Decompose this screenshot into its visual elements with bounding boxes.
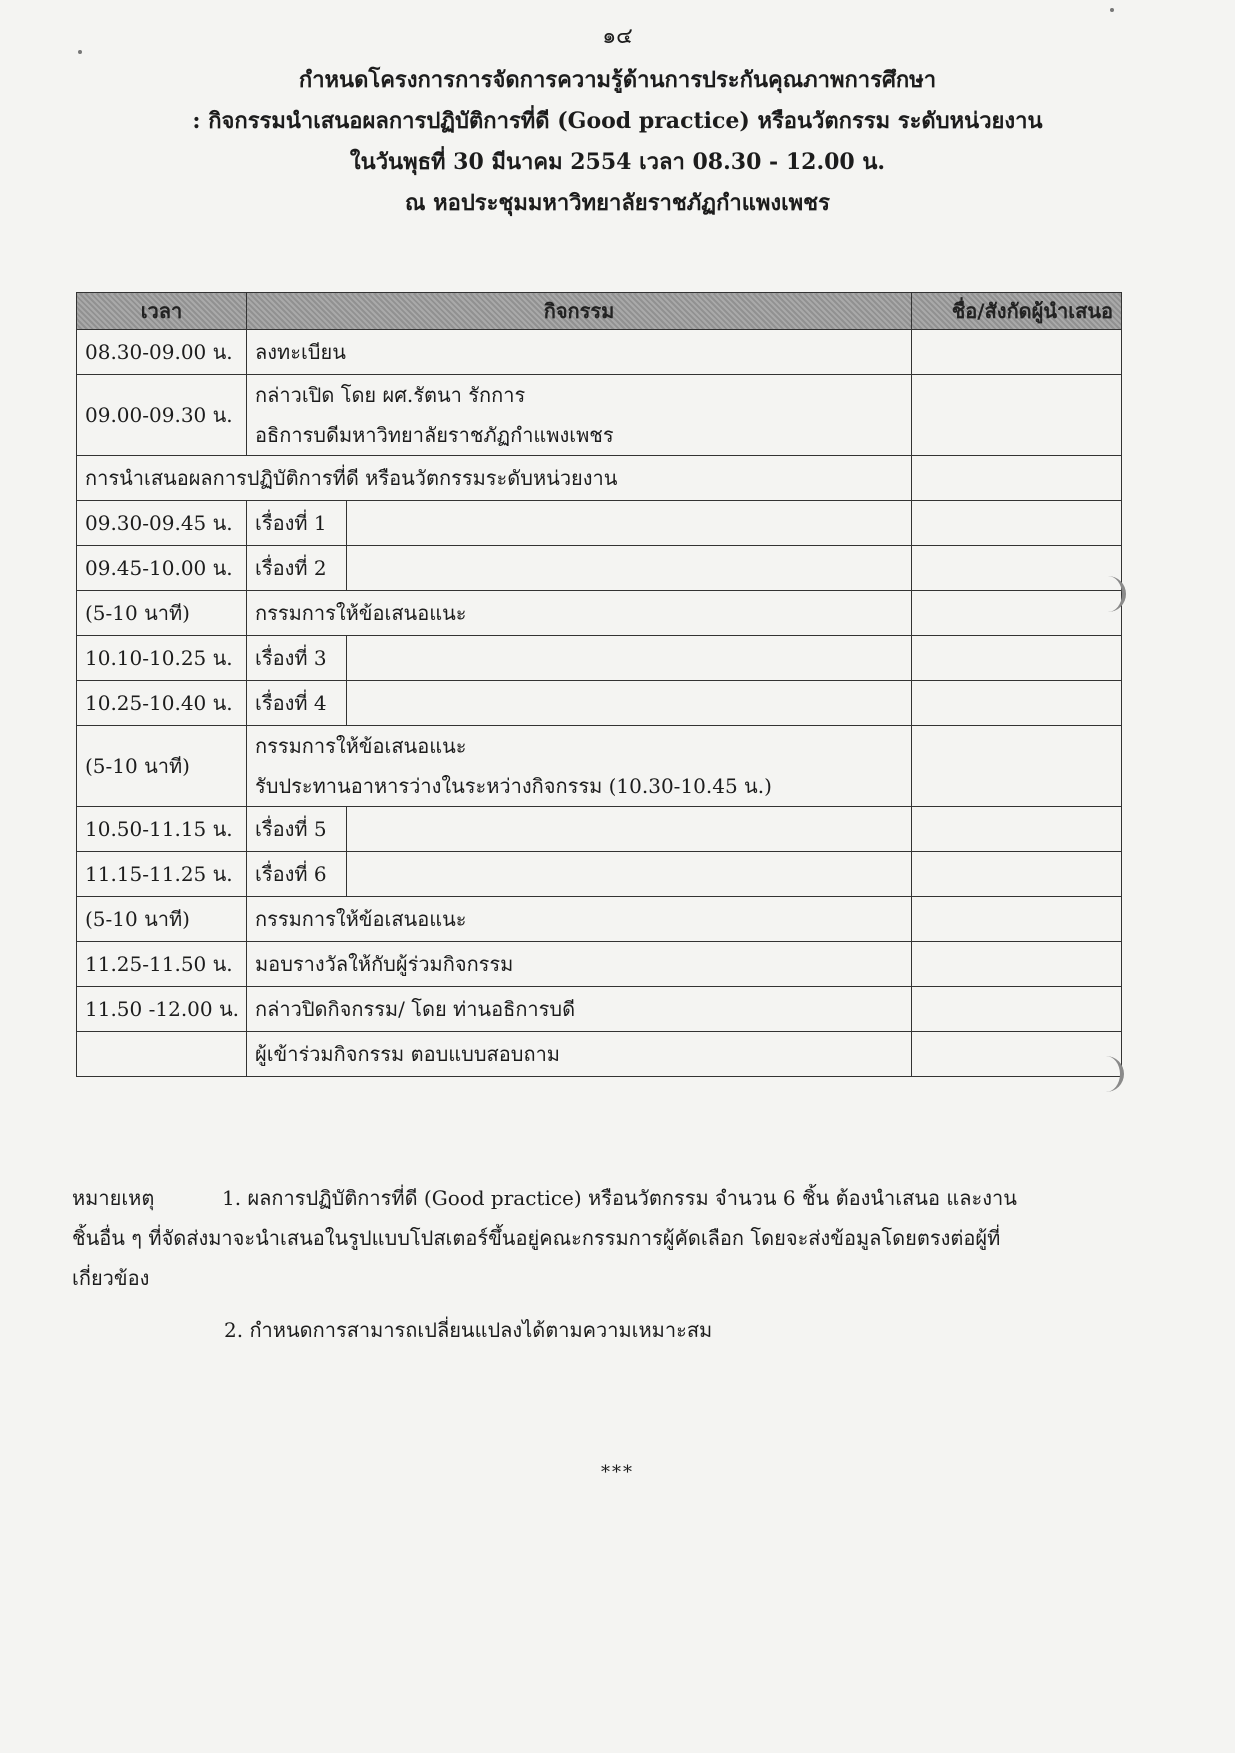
table-row xyxy=(77,897,1122,942)
time-cell: (5-10 นาที) xyxy=(77,591,247,636)
table-row xyxy=(77,726,1122,807)
scan-speck xyxy=(1110,8,1114,12)
time-cell: 10.10-10.25 น. xyxy=(77,636,247,681)
table-row xyxy=(77,852,1122,897)
presenter-cell xyxy=(912,897,1122,942)
topic-cell: เรื่องที่ 5 xyxy=(247,807,347,852)
time-cell: (5-10 นาที) xyxy=(77,726,247,807)
table-row xyxy=(77,636,1122,681)
presenter-cell xyxy=(912,681,1122,726)
time-cell: 11.25-11.50 น. xyxy=(77,942,247,987)
topic-detail-cell xyxy=(347,681,912,726)
topic-cell: เรื่องที่ 1 xyxy=(247,501,347,546)
time-cell: 10.50-11.15 น. xyxy=(77,807,247,852)
topic-cell: เรื่องที่ 6 xyxy=(247,852,347,897)
activity-cell: มอบรางวัลให้กับผู้ร่วมกิจกรรม xyxy=(247,942,912,987)
table-row xyxy=(77,501,1122,546)
schedule-table xyxy=(76,292,1122,1077)
topic-cell: เรื่องที่ 4 xyxy=(247,681,347,726)
presenter-cell xyxy=(912,591,1122,636)
topic-cell: เรื่องที่ 3 xyxy=(247,636,347,681)
presenter-cell xyxy=(912,807,1122,852)
header-title: กำหนดโครงการการจัดการความรู้ด้านการประกันคุณภาพการศึกษา xyxy=(298,67,937,93)
table-header-row xyxy=(77,293,1122,330)
activity-cell: ลงทะเบียน xyxy=(247,330,912,375)
header-venue: ณ หอประชุมมหาวิทยาลัยราชภัฏกำแพงเพชร xyxy=(405,190,830,216)
note-1-line-2: ชิ้นอื่น ๆ ที่จัดส่งมาจะนำเสนอในรูปแบบโปสเตอร์ขึ้นอยู่คณะกรรมการผู้คัดเลือก โดยจะส่งข้อมูลโดยตรงต่อผู้ที่ xyxy=(72,1226,1001,1250)
page-number: ๑๔ xyxy=(602,24,633,49)
table-row xyxy=(77,375,1122,456)
topic-cell: เรื่องที่ 2 xyxy=(247,546,347,591)
column-header-presenter: ชื่อ/สังกัดผู้นำเสนอ xyxy=(912,293,1122,330)
time-cell: (5-10 นาที) xyxy=(77,897,247,942)
notes-label: หมายเหตุ xyxy=(72,1186,155,1210)
column-header-activity: กิจกรรม xyxy=(247,293,912,330)
section-cell: การนำเสนอผลการปฏิบัติการที่ดี หรือนวัตกรรมระดับหน่วยงาน xyxy=(77,456,912,501)
table-row xyxy=(77,1032,1122,1077)
note-2: 2. กำหนดการสามารถเปลี่ยนแปลงได้ตามความเหมาะสม xyxy=(224,1318,713,1342)
document-header xyxy=(60,60,1175,224)
presenter-cell xyxy=(912,330,1122,375)
activity-cell xyxy=(247,375,912,456)
end-mark: *** xyxy=(601,1462,634,1483)
activity-cell: กล่าวปิดกิจกรรม/ โดย ท่านอธิการบดี xyxy=(247,987,912,1032)
presenter-cell xyxy=(912,726,1122,807)
time-cell: 08.30-09.00 น. xyxy=(77,330,247,375)
activity-line: อธิการบดีมหาวิทยาลัยราชภัฏกำแพงเพชร xyxy=(255,423,614,447)
presenter-cell xyxy=(912,501,1122,546)
table-row xyxy=(77,456,1122,501)
table-row xyxy=(77,681,1122,726)
time-cell: 09.00-09.30 น. xyxy=(77,375,247,456)
table-row xyxy=(77,591,1122,636)
time-cell: 11.15-11.25 น. xyxy=(77,852,247,897)
topic-detail-cell xyxy=(347,546,912,591)
presenter-cell xyxy=(912,636,1122,681)
table-row xyxy=(77,942,1122,987)
table-row xyxy=(77,330,1122,375)
time-cell: 09.45-10.00 น. xyxy=(77,546,247,591)
activity-cell: ผู้เข้าร่วมกิจกรรม ตอบแบบสอบถาม xyxy=(247,1032,912,1077)
presenter-cell xyxy=(912,456,1122,501)
note-1-line-3: เกี่ยวข้อง xyxy=(72,1266,150,1290)
note-1-line-1: 1. ผลการปฏิบัติการที่ดี (Good practice) หรือนวัตกรรม จำนวน 6 ชิ้น ต้องนำเสนอ และงาน xyxy=(222,1186,1017,1210)
presenter-cell xyxy=(912,852,1122,897)
activity-line: กล่าวเปิด โดย ผศ.รัตนา รักการ xyxy=(255,383,526,407)
table-row xyxy=(77,546,1122,591)
header-date: ในวันพุธที่ 30 มีนาคม 2554 เวลา 08.30 - 12.00 น. xyxy=(349,149,886,175)
topic-detail-cell xyxy=(347,636,912,681)
topic-detail-cell xyxy=(347,501,912,546)
table-row xyxy=(77,987,1122,1032)
activity-cell: กรรมการให้ข้อเสนอแนะ xyxy=(247,591,912,636)
scan-speck xyxy=(78,50,82,54)
presenter-cell xyxy=(912,987,1122,1032)
activity-line: กรรมการให้ข้อเสนอแนะ xyxy=(255,734,467,758)
topic-detail-cell xyxy=(347,852,912,897)
time-cell xyxy=(77,1032,247,1077)
topic-detail-cell xyxy=(347,807,912,852)
column-header-time: เวลา xyxy=(77,293,247,330)
activity-line: รับประทานอาหารว่างในระหว่างกิจกรรม (10.30-10.45 น.) xyxy=(255,774,772,798)
time-cell: 11.50 -12.00 น. xyxy=(77,987,247,1032)
presenter-cell xyxy=(912,1032,1122,1077)
punch-hole-mark xyxy=(1094,1056,1124,1092)
presenter-cell xyxy=(912,942,1122,987)
notes-section xyxy=(72,1178,1072,1350)
activity-cell xyxy=(247,726,912,807)
time-cell: 10.25-10.40 น. xyxy=(77,681,247,726)
presenter-cell xyxy=(912,375,1122,456)
table-row xyxy=(77,807,1122,852)
header-subtitle: : กิจกรรมนำเสนอผลการปฏิบัติการที่ดี (Good practice) หรือนวัตกรรม ระดับหน่วยงาน xyxy=(192,108,1043,134)
presenter-cell xyxy=(912,546,1122,591)
activity-cell: กรรมการให้ข้อเสนอแนะ xyxy=(247,897,912,942)
time-cell: 09.30-09.45 น. xyxy=(77,501,247,546)
